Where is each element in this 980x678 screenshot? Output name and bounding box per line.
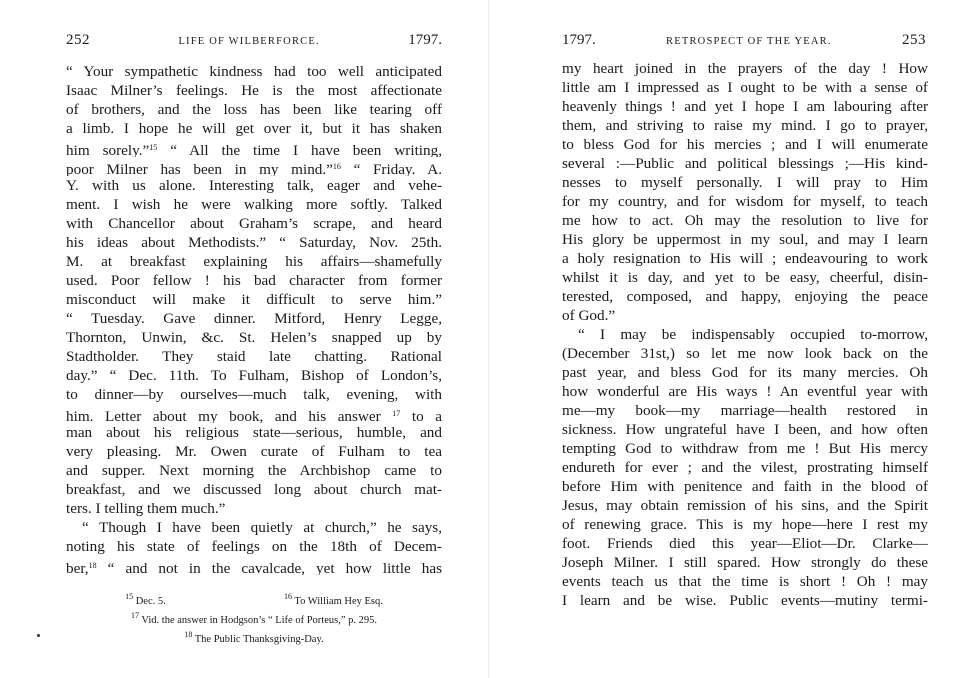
text-line: foot. Friends died this year—Eliot—Dr. Clarke— (562, 535, 928, 553)
text-line: “ Tuesday. Gave dinner. Mitford, Henry Legge, (66, 310, 442, 328)
text-line: events teach us that the time is short ! Oh ! may (562, 573, 928, 591)
right-page-header (562, 32, 926, 54)
right-running-title: RETROSPECT OF THE YEAR. (666, 36, 832, 47)
text-line: nesses to myself personally. I will pray to Him (562, 174, 928, 192)
left-page-header (66, 32, 442, 54)
footnotes (66, 590, 442, 647)
text-line-with-ref (66, 556, 442, 575)
footnote-ref-16[interactable]: 16 (332, 162, 341, 172)
footnote-mark: 17 (130, 611, 139, 620)
text-line: man about his religious state—serious, humble, and (66, 424, 442, 442)
right-page-number: 253 (902, 32, 926, 48)
text-line: breakfast, and we discussed long about church mat- (66, 481, 442, 499)
right-header-year: 1797. (562, 32, 596, 48)
text-line: little am I impressed as I ought to be with a sense of (562, 79, 928, 97)
text-line: sickness. How ungrateful have I been, and how often (562, 421, 928, 439)
footnote-text: Dec. 5. (135, 596, 166, 607)
text-line: ters. I telling them much.” (66, 500, 226, 518)
text-line-with-ref (66, 138, 442, 157)
text-line: endureth for ever ; and the vilest, prostrating himself (562, 459, 928, 477)
text-line: tempting God to withdraw from me ! But His mercy (562, 440, 928, 458)
text-line: used. Poor fellow ! his bad character from former (66, 272, 442, 290)
text-line: His glory be uppermost in my soul, and may I learn (562, 231, 928, 249)
text-line: “ Though I have been quietly at church,” he says, (82, 519, 442, 537)
line-text: him sorely.” (66, 142, 150, 158)
footnote-18 (66, 628, 442, 647)
text-line: Joseph Milner. I still spared. How strongly do these (562, 554, 928, 572)
text-line: of God.” (562, 307, 616, 325)
left-page-body (66, 62, 442, 575)
text-line: Thornton, Unwin, &c. St. Helen’s snapped up by (66, 329, 442, 347)
text-line: very pleasing. Mr. Owen curate of Fulham to tea (66, 443, 442, 461)
line-text: ber, (66, 560, 89, 576)
text-line: before Him with penitence and faith in the blood of (562, 478, 928, 496)
right-page-body (562, 59, 928, 610)
footnote-mark: 16 (283, 592, 292, 601)
left-running-title: LIFE OF WILBERFORCE. (178, 36, 320, 47)
text-line-with-ref (66, 157, 442, 176)
text-line: M. at breakfast explaining his affairs—shamefully (66, 253, 442, 271)
text-line: to bless God for his mercies ; and I will enumerate (562, 136, 928, 154)
left-page-number: 252 (66, 32, 90, 48)
text-line: noting his state of feelings on the 18th of Decem- (66, 538, 442, 556)
footnote-ref-15[interactable]: 15 (149, 143, 158, 153)
text-line: whilst it is day, and yet to be easy, cheerful, disin- (562, 269, 928, 287)
line-text: “ All the time I have been writing, (170, 142, 442, 158)
footnote-15 (125, 590, 166, 609)
text-line: ment. I wish he were walking more softly. Talked (66, 196, 442, 214)
scan-speck (37, 634, 40, 637)
footnote-text: Vid. the answer in Hodgson’s “ Life of Porteus,” p. 295. (141, 615, 378, 626)
text-line: “ I may be indispensably occupied to-morrow, (578, 326, 928, 344)
text-line: misconduct will make it difficult to serve him.” (66, 291, 442, 309)
footnote-ref-17[interactable]: 17 (392, 409, 401, 419)
line-text: poor Milner has been in my mind.” (66, 161, 333, 177)
line-text: to a (411, 408, 442, 424)
footnote-mark: 15 (125, 592, 134, 601)
footnote-text: To William Hey Esq. (294, 596, 383, 607)
text-line: for my country, and for wisdom for myself, to teach (562, 193, 928, 211)
text-line: past year, and bless God for its many mercies. Oh (562, 364, 928, 382)
text-line: a holy resignation to His will ; endeavouring to work (562, 250, 928, 268)
line-text: him. Letter about my book, and his answer (66, 408, 381, 424)
text-line: Isaac Milner’s feelings. He is the most affectionate (66, 82, 442, 100)
right-page (490, 0, 980, 678)
text-line-with-ref (66, 404, 442, 423)
left-header-year: 1797. (408, 32, 442, 48)
text-line: a limb. I hope he will get over it, but it has shaken (66, 120, 442, 138)
text-line: his ideas about Methodists.” “ Saturday, Nov. 25th. (66, 234, 442, 252)
footnote-text: The Public Thanksgiving-Day. (194, 634, 324, 645)
text-line: my heart joined in the prayers of the day ! How (562, 60, 928, 77)
text-line: Y. with us alone. Interesting talk, eager and vehe- (66, 177, 442, 195)
text-line: and supper. Next morning the Archbishop came to (66, 462, 442, 480)
text-line: Stadtholder. They staid late chatting. Rational (66, 348, 442, 366)
footnote-17 (66, 609, 442, 628)
text-line: to dinner—by ourselves—much talk, evening, with (66, 386, 442, 404)
footnote-ref-18[interactable]: 18 (88, 561, 97, 571)
text-line: of brothers, and the loss has been like tearing off (66, 101, 442, 119)
footnote-mark: 18 (184, 630, 193, 639)
text-line: Jesus, may obtain remission of his sins, and the Spirit (562, 497, 928, 515)
text-line: them, and striving to raise my mind. I go to prayer, (562, 117, 928, 135)
text-line: me—my book—my marriage—health restored in (562, 402, 928, 420)
text-line: how wonderful are His ways ! An eventful year with (562, 383, 928, 401)
text-line: of renewing grace. This is my hope—here I rest my (562, 516, 928, 534)
text-line: terested, composed, and happy, enjoying the peace (562, 288, 928, 306)
text-line: I learn and be wise. Public events—mutiny termi- (562, 592, 928, 610)
text-line: day.” “ Dec. 11th. To Fulham, Bishop of London’s, (66, 367, 442, 385)
text-line: (December 31st,) so let me now look back on the (562, 345, 928, 363)
text-line: with Chancellor about Graham’s scrape, and heard (66, 215, 442, 233)
text-line: several :—Public and political blessings ;—His kind- (562, 155, 928, 173)
line-text: “ Friday. A. (353, 161, 442, 177)
text-line: me how to act. Oh may the resolution to live for (562, 212, 928, 230)
text-line: “ Your sympathetic kindness had too well anticipated (66, 63, 442, 80)
line-text: “ and not in the cavalcade, yet how little has (107, 560, 442, 576)
text-line: heavenly things ! and yet I hope I am labouring after (562, 98, 928, 116)
footnote-16 (284, 590, 383, 609)
footnote-row (66, 590, 442, 609)
